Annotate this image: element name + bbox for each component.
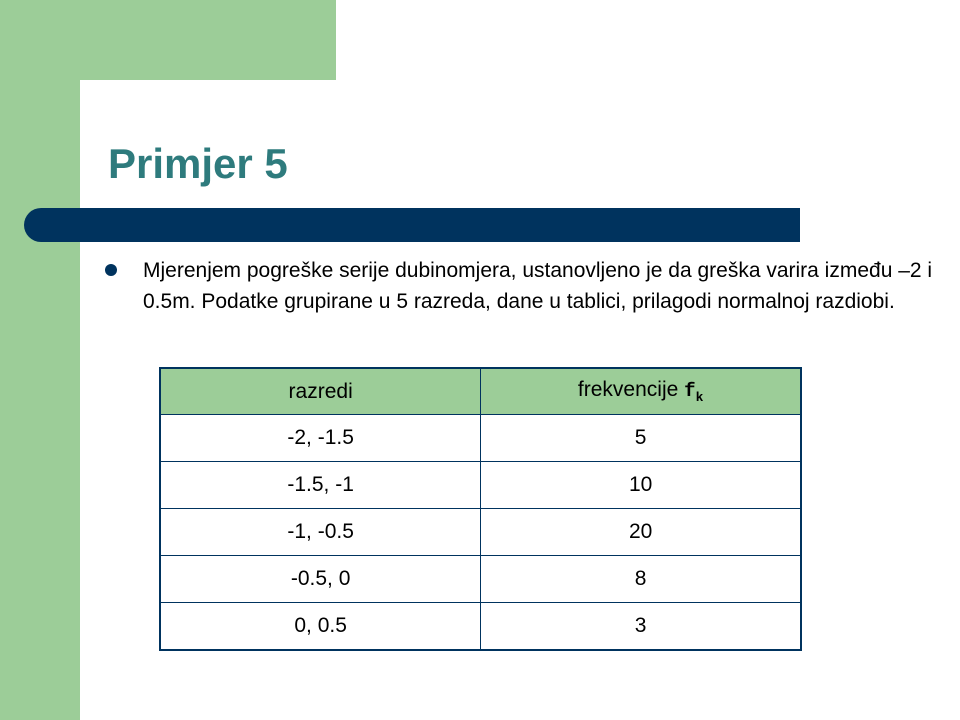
cell-frekvencija: 20 [481, 509, 801, 556]
table-row [160, 556, 801, 603]
cell-razred: -1.5, -1 [160, 462, 481, 509]
cell-razred: 0, 0.5 [160, 603, 481, 651]
bullet-text: Mjerenjem pogreške serije dubinomjera, ustanovljeno je da greška varira između –2 i 0.5m. Podatke grupirane u 5 razreda, dane u tablici, prilagodi normalnoj razdiobi. [143, 259, 933, 313]
table-header-row [160, 368, 801, 415]
cell-frekvencija: 10 [481, 462, 801, 509]
table-row [160, 462, 801, 509]
frequency-table [159, 367, 802, 651]
decor-green-left [0, 80, 80, 720]
cell-frekvencija: 8 [481, 556, 801, 603]
slide-title: Primjer 5 [108, 140, 288, 187]
cell-frekvencija: 5 [481, 415, 801, 462]
cell-razred: -0.5, 0 [160, 556, 481, 603]
table-row [160, 603, 801, 651]
header-razredi: razredi [160, 368, 481, 415]
header-fk-symbol: $f_k$ [684, 380, 704, 405]
cell-razred: -2, -1.5 [160, 415, 481, 462]
bullet-dot-icon [105, 264, 117, 276]
header-frekvencije [481, 368, 801, 415]
title-underline-bar [24, 208, 800, 242]
table-row [160, 415, 801, 462]
cell-razred: -1, -0.5 [160, 509, 481, 556]
cell-frekvencija: 3 [481, 603, 801, 651]
table-row [160, 509, 801, 556]
header-frekvencije-label: frekvencije [577, 378, 679, 402]
decor-green-top [0, 0, 336, 80]
